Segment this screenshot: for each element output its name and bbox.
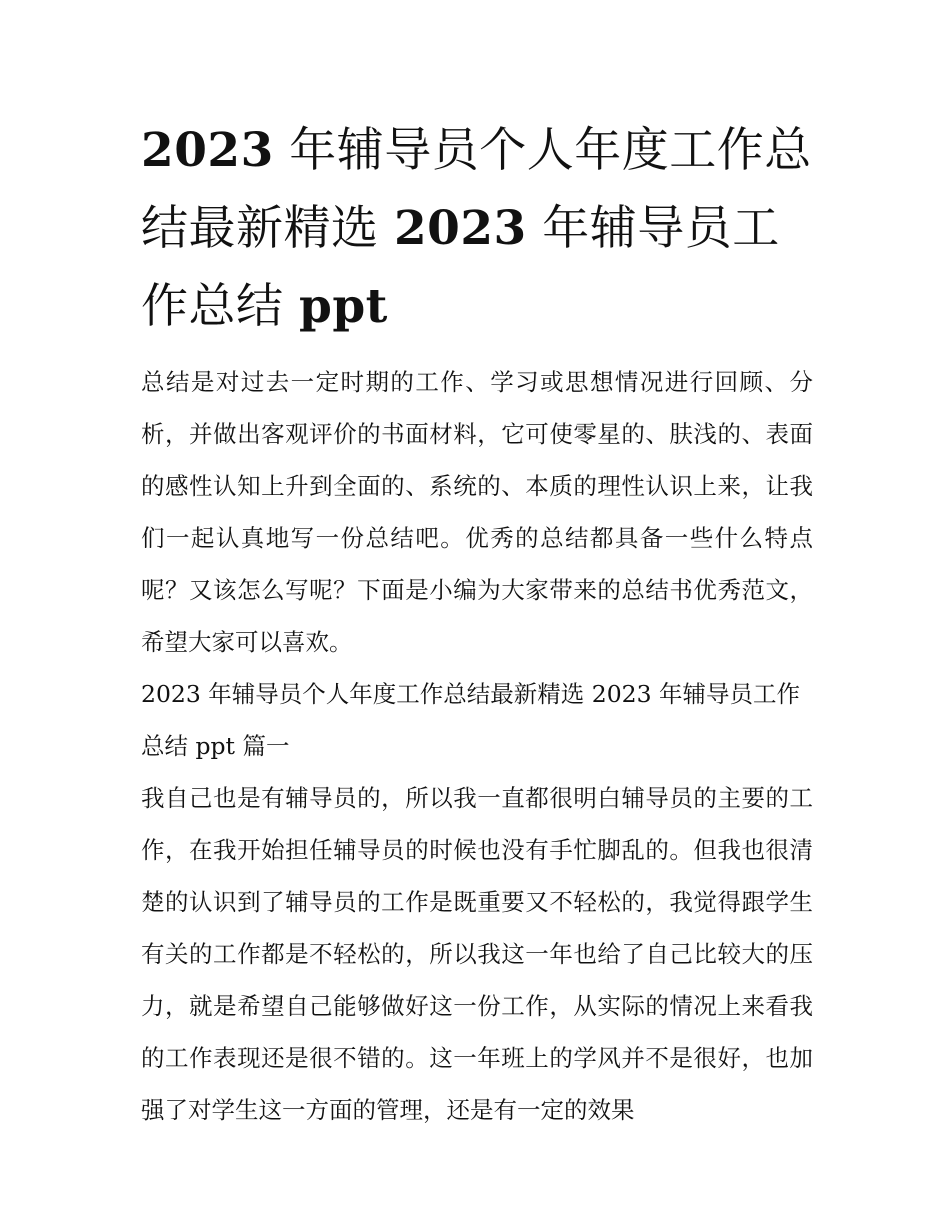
- body-paragraph: 我自己也是有辅导员的，所以我一直都很明白辅导员的主要的工作，在我开始担任辅导员的时候也没有手忙脚乱的。但我也很清楚的认识到了辅导员的工作是既重要又不轻松的，我觉得跟学生有关的工作都是不轻松的，所以我这一年也给了自己比较大的压力，就是希望自己能够做好这一份工作，从实际的情况上来看我的工作表现还是很不错的。这一年班上的学风并不是很好，也加强了对学生这一方面的管理，还是有一定的效果: [141, 784, 813, 1124]
- intro-paragraph: 总结是对过去一定时期的工作、学习或思想情况进行回顾、分析，并做出客观评价的书面材料，它可使零星的、肤浅的、表面的感性认知上升到全面的、系统的、本质的理性认识上来，让我们一起认真地写一份总结吧。优秀的总结都具备一些什么特点呢？又该怎么写呢？下面是小编为大家带来的总结书优秀范文，希望大家可以喜欢。: [141, 368, 813, 656]
- section-heading: 2023 年辅导员个人年度工作总结最新精选 2023 年辅导员工作总结 ppt 篇一: [141, 680, 801, 760]
- title-part-text-2: 年辅导员工作总结: [141, 201, 780, 334]
- document-title: [141, 112, 813, 346]
- document-page: [141, 112, 813, 1136]
- title-part-year-2: 2023: [393, 201, 527, 256]
- title-part-ppt: ppt: [298, 279, 388, 334]
- title-part-year-1: 2023: [141, 123, 274, 178]
- title-part-text-1: 年辅导员个人年度工作总结最新精选: [141, 123, 812, 256]
